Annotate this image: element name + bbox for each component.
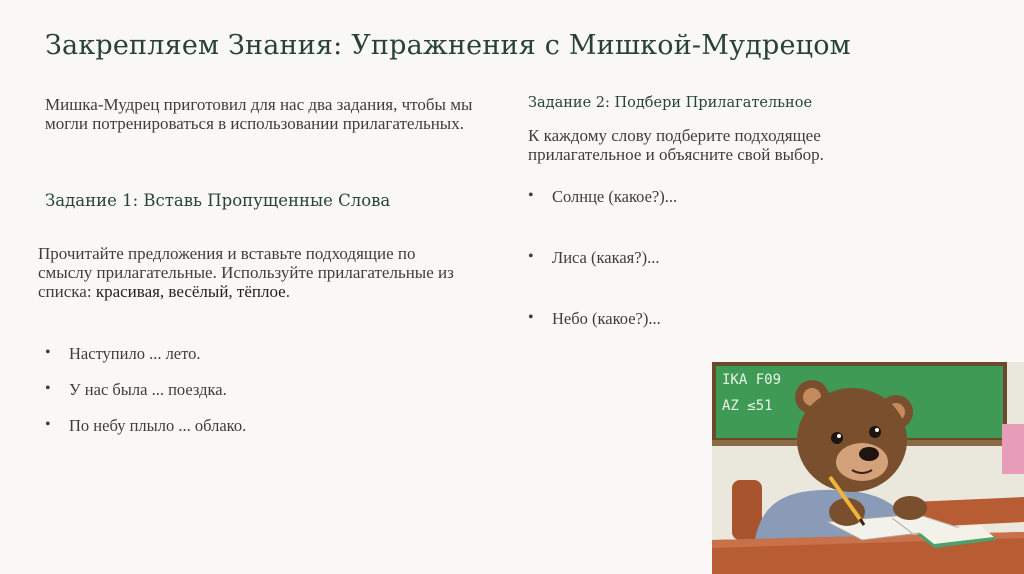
board-text-1: IKA F09 bbox=[722, 372, 782, 388]
bear-paw-right bbox=[893, 496, 927, 520]
bullet-icon: • bbox=[528, 248, 534, 265]
list-item-text: По небу плыло ... облако. bbox=[69, 416, 247, 435]
task1-desc-end: . bbox=[285, 282, 290, 301]
list-item bbox=[45, 416, 246, 452]
task1-heading: Задание 1: Вставь Пропущенные Слова bbox=[45, 191, 391, 210]
bear-muzzle bbox=[836, 443, 888, 481]
task1-description bbox=[38, 244, 468, 301]
board-text-2: AZ ≤51 bbox=[722, 398, 773, 414]
slide-title: Закрепляем Знания: Упражнения с Мишкой-Мудрецом bbox=[45, 30, 851, 61]
task2-list bbox=[528, 187, 677, 370]
task1-desc-text: Прочитайте предложения и вставьте подходящие по смыслу прилагательные. Используйте прилагательные из списка: bbox=[38, 244, 454, 301]
bullet-icon: • bbox=[528, 187, 534, 204]
poster bbox=[1002, 424, 1024, 474]
bullet-icon: • bbox=[45, 416, 51, 433]
bear-eye-right bbox=[869, 426, 881, 438]
task2-heading: Задание 2: Подбери Прилагательное bbox=[528, 95, 813, 111]
list-item-text: У нас была ... поездка. bbox=[69, 380, 227, 399]
list-item-text: Солнце (какое?)... bbox=[552, 187, 678, 206]
bear-nose bbox=[859, 447, 879, 461]
list-item bbox=[45, 380, 246, 416]
list-item bbox=[528, 309, 677, 370]
bear-eye-left bbox=[831, 432, 843, 444]
bullet-icon: • bbox=[528, 309, 534, 326]
task2-description: К каждому слову подберите подходящее прилагательное и объясните свой выбор. bbox=[528, 126, 824, 164]
list-item-text: Наступило ... лето. bbox=[69, 344, 201, 363]
bullet-icon: • bbox=[45, 380, 51, 397]
task1-list bbox=[45, 344, 246, 452]
list-item-text: Небо (какое?)... bbox=[552, 309, 661, 328]
list-item bbox=[45, 344, 246, 380]
list-item-text: Лиса (какая?)... bbox=[552, 248, 660, 267]
list-item bbox=[528, 187, 677, 248]
bear-illustration bbox=[712, 362, 1024, 574]
list-item bbox=[528, 248, 677, 309]
intro-text: Мишка-Мудрец приготовил для нас два задания, чтобы мы могли потренироваться в использовании прилагательных. bbox=[45, 95, 473, 133]
task1-word-list: красивая, весёлый, тёплое bbox=[95, 282, 286, 301]
bullet-icon: • bbox=[45, 344, 51, 361]
bear-at-desk-image bbox=[712, 362, 1024, 574]
